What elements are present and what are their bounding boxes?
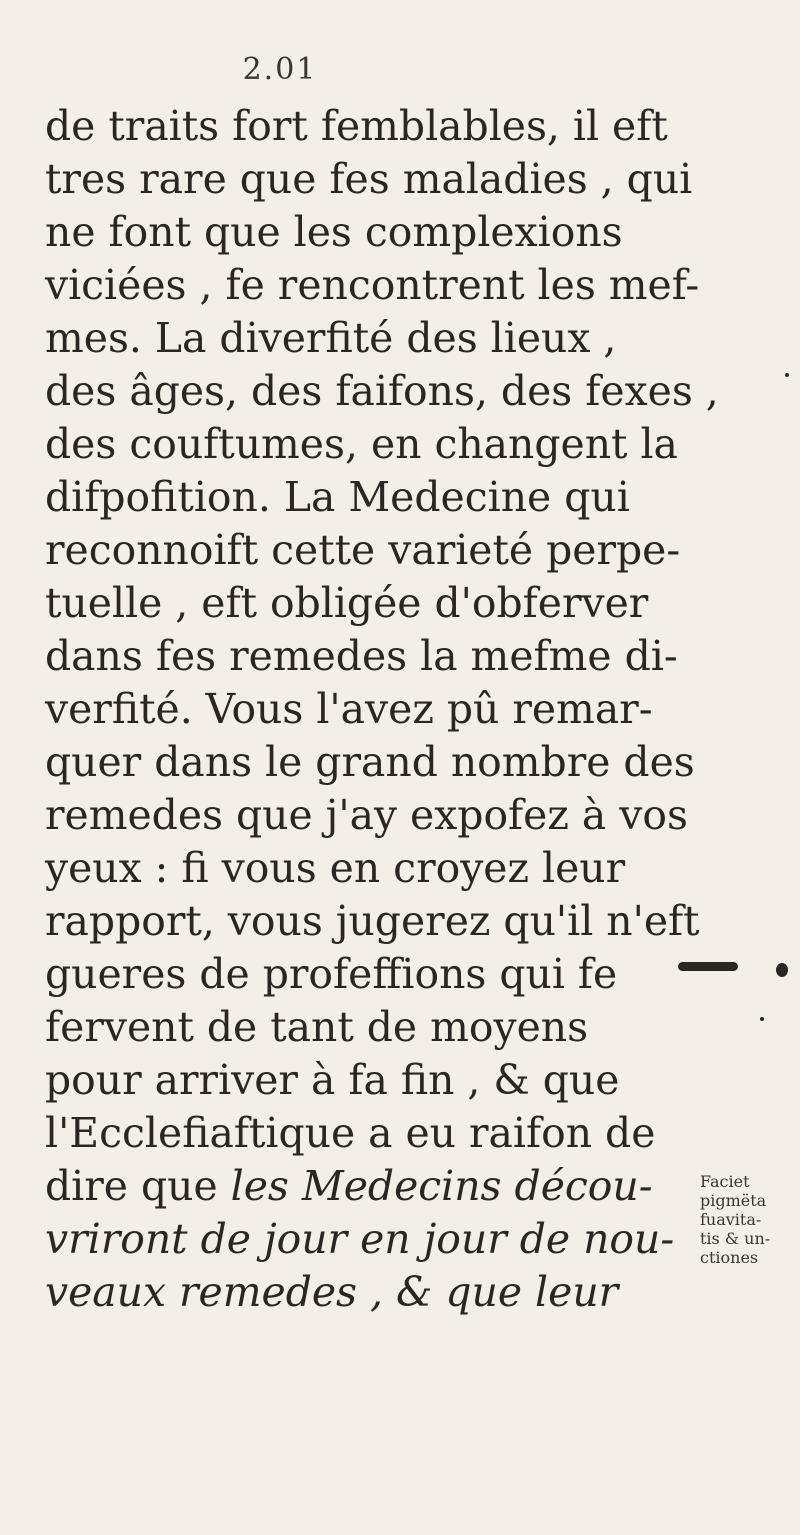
text-line: l'Ecclefiaftique a eu raifon de — [45, 1109, 656, 1157]
text-line: tres rare que fes maladies , qui — [45, 155, 693, 203]
text-line: des couftumes, en changent la — [45, 420, 678, 468]
text-line: de traits fort femblables, il eft — [45, 102, 668, 150]
body-text — [45, 100, 735, 1319]
text-line — [45, 1266, 735, 1319]
text-line: mes. La diverfité des lieux , — [45, 314, 617, 362]
text-line: remedes que j'ay expofez à vos — [45, 791, 688, 839]
text-line: quer dans le grand nombre des — [45, 738, 695, 786]
text-roman: dire que — [45, 1162, 231, 1210]
ink-dot — [760, 1017, 764, 1021]
text-line: fervent de tant de moyens — [45, 1003, 589, 1051]
margin-note-line: pigmëta — [700, 1191, 767, 1210]
text-line: rapport, vous jugerez qu'il n'eft — [45, 897, 700, 945]
ink-dot — [776, 963, 788, 977]
text-line — [45, 1213, 735, 1266]
ink-blot — [678, 962, 738, 971]
text-line: difpofition. La Medecine qui — [45, 473, 630, 521]
margin-note-line: ctiones — [700, 1248, 759, 1267]
text-italic: veaux remedes , & que leur — [45, 1268, 619, 1316]
text-italic: les Medecins décou- — [230, 1162, 653, 1210]
margin-note — [700, 1172, 795, 1267]
text-line: des âges, des faifons, des fexes , — [45, 367, 719, 415]
text-line: gueres de profeffions qui fe — [45, 950, 618, 998]
text-line: dans fes remedes la mefme di- — [45, 632, 678, 680]
text-line — [45, 1160, 735, 1213]
margin-note-line: Faciet — [700, 1172, 750, 1191]
margin-note-line: tis & un- — [700, 1229, 771, 1248]
text-line: yeux : fi vous en croyez leur — [45, 844, 626, 892]
text-line: verfité. Vous l'avez pû remar- — [45, 685, 653, 733]
text-line: reconnoift cette varieté perpe- — [45, 526, 681, 574]
text-italic: vriront de jour en jour de nou- — [45, 1215, 675, 1263]
page-number: 2.01 — [242, 52, 318, 87]
text-line: viciées , fe rencontrent les mef- — [45, 261, 700, 309]
text-line: pour arriver à fa fin , & que — [45, 1056, 620, 1104]
ink-dot — [785, 373, 789, 377]
text-line: ne font que les complexions — [45, 208, 623, 256]
text-line: tuelle , eft obligée d'obferver — [45, 579, 649, 627]
margin-note-line: fuavita- — [700, 1210, 762, 1229]
